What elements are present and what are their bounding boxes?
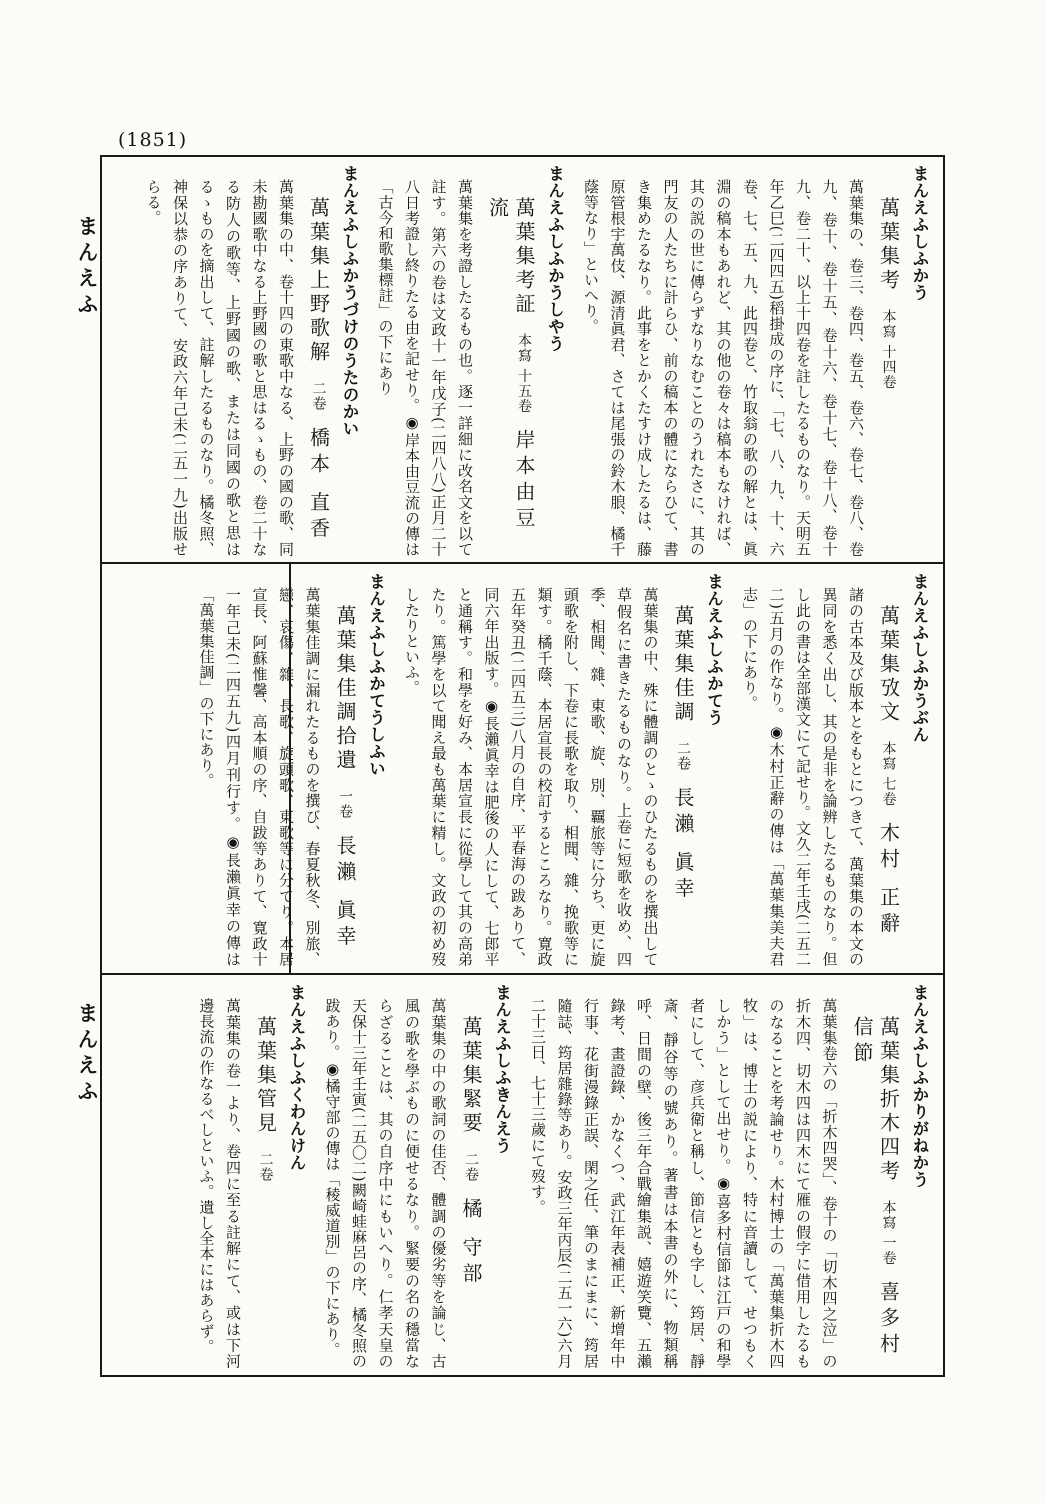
entry-body: 萬葉集の中、卷十四の東歌中なる、上野の國の歌、同未勘國歌中なる上野國の歌と思はるゝもの、卷二十なる防人の歌等、上野國の歌、または同國の歌と思はるゝものを摘出して、註解したるものなり。橘冬照、神保以恭の序ありて、安政六年己未(二五一九)出版せらる。 bbox=[144, 179, 295, 557]
entry-title-line bbox=[670, 573, 697, 967]
entry-heading: まんえふしふきんえう bbox=[492, 984, 512, 1154]
entry-volumes: 二卷 bbox=[310, 381, 327, 411]
entry-volumes: 一卷 bbox=[337, 789, 353, 819]
entry-volumes: 二卷 bbox=[675, 741, 691, 771]
dictionary-entry bbox=[399, 573, 727, 967]
entry-title: 萬葉集緊要 bbox=[459, 1016, 483, 1136]
dictionary-entry bbox=[193, 984, 309, 1369]
entry-body: 萬葉集の中、殊に體調のとゝのひたるものを撰出して草假名に書きたるものなり。上卷に短歌を收め、四季、相聞、雜、東歌、旋、別、覊旅等に分ち、更に旋頭歌を附し、下卷に長歌を取り、相聞、雜、挽歌等に類す。橘千蔭、本居宣長の校訂するところなり。寛政五年癸丑(二四五三)八月の自序、平春海の跋ありて、同六年出版す。◉長瀨眞幸は肥後の人にして、七郎平と通稱す。和學を好み、本居宣長に從學して其の高弟たり。篤學を以て聞え最も萬葉に精し。文政の初め歿したりといふ。 bbox=[403, 587, 660, 967]
entry-title: 萬葉集攷文 bbox=[876, 605, 901, 725]
dictionary-entry bbox=[319, 984, 515, 1369]
entry-body: 萬葉集佳調に漏れたるものを撰び、春夏秋冬、別旅、戀、哀傷、雜、長歌、旋頭歌、東歌等に分てり。本居宣長、阿蘇惟馨、高本順の序、自跋等ありて、寛政十一年己未(二四五九)四月刊行す。◉長瀨眞幸の傳は「萬葉集佳調」の下にあり。 bbox=[197, 587, 322, 967]
entry-volumes: 本寫 一卷 bbox=[880, 1200, 897, 1266]
entry-heading: まんえふしふかうづけのうたのかい bbox=[340, 165, 359, 437]
entry-title: 萬葉集考証 bbox=[512, 197, 536, 317]
entry-body: 諸の古本及び版本とをもとにつきて、萬葉集の本文の異同を悉く出し、其の是非を論辨したるものなり。但し此の書は全部漢文にて記せり。文久二年壬戌(二五二二)五月の作なり。◉木村正辭の傳は「萬葉集美夫君志」の下にあり。 bbox=[741, 587, 865, 967]
entry-title-line bbox=[458, 984, 485, 1369]
entry-volumes: 本寫 七卷 bbox=[880, 741, 897, 807]
entry-title: 萬葉集佳調 bbox=[671, 605, 695, 725]
entry-author: 岸本由豆流 bbox=[485, 197, 536, 534]
dictionary-entry bbox=[578, 165, 933, 557]
entry-author: 長瀨 眞幸 bbox=[333, 835, 357, 952]
entry-title: 萬葉集佳調拾遺 bbox=[333, 605, 357, 773]
dictionary-entry bbox=[737, 573, 933, 967]
tier-top bbox=[112, 165, 932, 557]
entry-volumes: 二卷 bbox=[463, 1152, 479, 1182]
entry-title-line bbox=[875, 573, 902, 967]
entry-title-line bbox=[252, 984, 279, 1369]
entry-title: 萬葉集折木四考 bbox=[876, 1016, 901, 1184]
entry-title-line bbox=[484, 165, 537, 557]
entry-heading: まんえふしふかりがねかう bbox=[910, 984, 929, 1188]
entry-title-line bbox=[849, 984, 902, 1369]
entry-body: 萬葉集を考證したるもの也。逐一詳細に改名文を以て註す。第六の卷は文政十一年戊子(二四八八)正月二十八日考證し終りたる由を記せり。◉岸本由豆流の傳は「古今和歌集標註」の下にあり bbox=[376, 179, 474, 557]
entry-body: 萬葉集の、卷三、卷四、卷五、卷六、卷七、卷八、卷九、卷十、卷十五、卷十六、卷十七、卷十八、卷十九、卷二十、以上十四卷を註したるものなり。天明五年乙巳(二四四五)稻掛成の序に、「七、八、九、十、六卷、七、五、九、此四卷と、竹取翁の歌の解とは、眞淵の稿本もあれど、其の他の卷々は稿本もなければ、其の説の世に傳らずなりなむことのうれたさに、其の門友の人たちに計らひ、前の稿本の體にならひて、書き集めたるなり。此事をとかくたすけ成したるは、藤原管根宇萬伎、源清眞君、さては尾張の鈴木朖、橘千蔭等なり」といへり。 bbox=[582, 179, 865, 557]
dictionary-entry bbox=[140, 165, 362, 557]
entry-author: 橘 守部 bbox=[459, 1198, 483, 1289]
entry-heading: まんえふしふかうぶん bbox=[910, 573, 929, 743]
dictionary-entry bbox=[193, 573, 389, 967]
entry-title: 萬葉集考 bbox=[876, 197, 901, 293]
dictionary-entry bbox=[372, 165, 568, 557]
entry-volumes: 二卷 bbox=[257, 1152, 274, 1182]
entry-title: 萬葉集上野歌解 bbox=[306, 197, 331, 365]
entry-volumes: 本寫 十四卷 bbox=[880, 309, 897, 390]
entry-author: 喜多村信節 bbox=[850, 1016, 901, 1360]
entry-heading: まんえふしふかてうしふい bbox=[366, 573, 386, 777]
entry-body: 萬葉集の卷一より、卷四に至る註解にて、或は下河邊長流の作なるべしといふ。遺し全本にはあらず。 bbox=[197, 998, 242, 1369]
entry-title: 萬葉集管見 bbox=[253, 1016, 278, 1136]
entry-title-line bbox=[332, 573, 359, 967]
entry-heading: まんえふしふかう bbox=[910, 165, 929, 301]
entry-body: 萬葉集の中の歌詞の佳否、體調の優劣等を論じ、古風の歌を學ぶものに便せるなり。緊要の名の穩當ならざることは、其の自序中にもいへり。仁孝天皇の天保十三年壬寅(二五〇二)闕崎蛙麻呂の序、橘冬照の跋あり。◉橘守部の傳は「稜威道別」の下にあり。 bbox=[323, 998, 448, 1369]
tier-middle bbox=[112, 573, 932, 967]
tier-bottom bbox=[112, 984, 932, 1369]
entry-heading: まんえふしふくわんけん bbox=[287, 984, 306, 1171]
entry-title-line bbox=[305, 165, 332, 557]
entry-body: 萬葉集卷六の「折木四哭」、卷十の「切木四之泣」の折木四、切木四は四木にて雁の假字に借用したるものなることを考論せり。木村博士の「萬葉集折木四牧」は、博士の説により、特に音讀して、せつもくしかう」として出せり。◉喜多村信節は江戸の和學者にして、彦兵衛と稱し、節信とも字し、筠居、靜斎、靜谷等の號あり。著書は本書の外に、物類稱呼、日間の壁、後三年合戰繪集説、嬉遊笑覽、五瀨錄考、畫證錄、かなくつ、武江年表補正、新增年中行事、花街漫錄正誤、閑之任、筆のまにまに、筠居隨誌、筠居雜錄等あり。安政三年丙辰(二五一六)六月二十三日、七十三歲にて歿す。 bbox=[529, 998, 839, 1369]
entry-title-line bbox=[875, 165, 902, 557]
margin-label-bottom: まんえふ bbox=[75, 1002, 100, 1106]
entry-heading: まんえふしふかうしやう bbox=[545, 165, 565, 352]
page-number: (1851) bbox=[118, 129, 188, 151]
entry-author: 橋本 直香 bbox=[306, 427, 331, 544]
entry-author: 長瀨 眞幸 bbox=[671, 787, 695, 904]
entry-heading: まんえふしふかてう bbox=[704, 573, 724, 726]
entry-volumes: 本寫 十五卷 bbox=[516, 333, 532, 414]
margin-label-top: まんえふ bbox=[75, 215, 100, 319]
entry-author: 木村 正辭 bbox=[876, 822, 901, 939]
tier-divider-bottom bbox=[100, 973, 945, 975]
tier-divider-top bbox=[100, 562, 945, 564]
dictionary-entry bbox=[525, 984, 933, 1369]
